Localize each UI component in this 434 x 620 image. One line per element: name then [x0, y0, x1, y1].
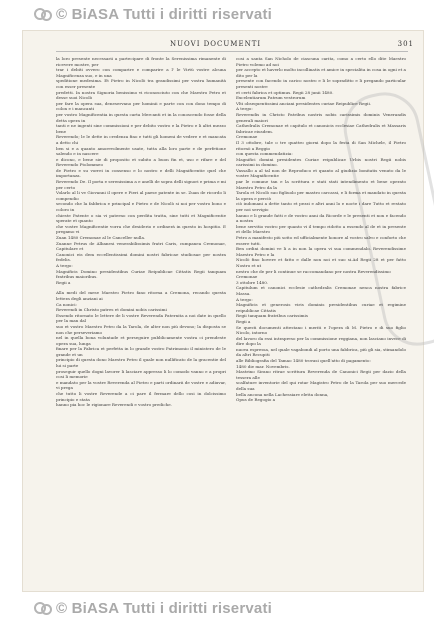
text-line: Magnificis Domino presidentibus Curiae Reipublicae Cittatis Regii tanquam fratribus maioribus. — [56, 268, 226, 280]
text-line: la loro presente necessarii a partecipare di fronte la Serenissima rimanente di ricevere mostre, per — [56, 56, 226, 67]
watermark-banner-top — [0, 2, 434, 26]
text-line: Capitulum et canonici ecclesie cathedralis Cremonae nenca nostra fabrice Massa. — [236, 285, 406, 296]
page-number: 301 — [397, 40, 414, 48]
text-line: Essendo ritornato le lettere de li vostre Reverenda Paternita a noi date in quello per la man dal — [56, 312, 226, 324]
text-line: nestro che de per li continue se raccomandano per nostra Reverendissimo — [236, 268, 391, 274]
text-line: ben si e a quanto amorevolmente usate, tutta alla loro parte e de perfetione salendo e in nascere — [56, 145, 226, 157]
text-line: 3 ottobre 1480. — [236, 279, 269, 285]
text-line: Magnifici domini presidentes Curiae reipublicae Urbis nostri Regii nobis carissimi in domino. — [236, 156, 406, 168]
running-title: NUOVI DOCUMENTI — [170, 40, 262, 48]
watermark-banner-bottom — [0, 596, 434, 620]
text-line: Regii tanquam fratribus carissimis — [236, 313, 308, 319]
text-line: bene servitio vostro per quanto vi il tempo ridotto a essendo al de et in presente et dello Maestro — [236, 223, 406, 235]
text-line: nel in quella bona voluntade et perseguire pubblicamente vostra ci prendeste opera sua, lunga — [56, 335, 226, 346]
text-line: chieste Patente o sia vi paterno con perdita tratta, sine tutti et Magnificentie sperate et quanto — [56, 212, 226, 224]
biasa-logo-icon — [34, 601, 52, 615]
text-line: con questa commendatizia: — [236, 151, 293, 157]
text-line: Mastrino Sirano ritrae scrittura Reverenda de Canonici Regii per dazio della tessera alle — [236, 369, 406, 380]
text-line: Vassallo a al tal non de Reproduco et quanto al giudizio bonitatis venuto da le vostre Magnificentie — [236, 167, 406, 179]
text-line: Regii a — [56, 279, 71, 285]
text-line: Reverendo; le le dette in credenza fino e tutti gli homeni de vedere e et mancata a detto chi — [56, 134, 226, 145]
text-line: par le comune tan e la scrittura e stati stati intendimento et bene operato Maestro Petro da la — [236, 179, 406, 190]
text-line: Volarlo al li ve Giovanni il opere e Pieri al paese patente in se. Zuan de ricordo li compendio — [56, 190, 226, 201]
text-line: Magnificis et generosis viris dominis presidentibus curiae et regimine reipublicae Cittatis — [236, 302, 406, 313]
text-line: del lavoro da essi intrapreso per la commissione reggiana, non lasciano invece di dire dopo la — [236, 335, 406, 347]
right-column — [236, 56, 406, 403]
text-line: 1480 die mar. Novembris. — [236, 363, 290, 369]
text-line: hanno pia hoc le rigionare Reverendi e vostro prediche. — [56, 402, 172, 408]
text-line: scalfature inventorie del qui rotar Magistro Petro de la Tarola per suo mercede della sua — [236, 380, 406, 392]
text-line: Il 3 ottobre, tale o tre quattro giorni dopo la festa di San Michele, il Pietro ritornò a Reggio — [236, 139, 406, 151]
text-line: Excelentiarum Patrum vestrorum — [236, 95, 306, 101]
text-line: proseguir quello dogni lavorer li lasciare appresso li lo comodo vanno e a propri cosi li memorie — [56, 368, 226, 380]
text-line: presente con facendo in carico nostro e li le sopraditto e li pregando particular presenti nostre — [236, 78, 406, 89]
text-line: A tergo: — [236, 296, 253, 302]
watermark-text-top: © BiASA Tutti i diritti riservati — [56, 5, 273, 23]
text-line: et certi fabrica et optimus. Regii 28 junii 1480. — [236, 89, 334, 95]
text-line: Ben ordini domini ve li a in non la opera vi sua commendalo. Reverendissime Maestro Petro e la — [236, 246, 406, 257]
text-line: e dicono, e bene sie di proposito et subito a buon fin et, uso e rifare e del Reverendo Ptolommeo — [56, 156, 226, 168]
text-line: Reverendis in Christo Patribus nostris nobis carissimis dominis Venerandis generali maiori — [236, 111, 406, 123]
biasa-logo-icon — [34, 7, 52, 21]
text-line: predetti. In nostra Signoria benissimo vi riconosciuto con che Maestro Petro et desse suoi Nicolò — [56, 89, 226, 101]
left-column — [56, 56, 226, 408]
text-line: Regii a — [236, 318, 251, 324]
text-line: Nicolò fino hovere et fatto e dalle non noi et suo si.Ad Regii 28 et per fatto Nostro et ut — [236, 257, 406, 268]
text-line: A tergo: — [236, 106, 253, 112]
header-rule — [56, 51, 408, 52]
text-line: de Pietro e su vorrei in consenso e lo nostro e delli Magnificentie quel che importanza. — [56, 167, 226, 179]
text-line: alle Bibliografia del Tamao 1480 trovasi quell'atto di pagamento: — [236, 358, 371, 364]
text-line: Cremonae — [236, 134, 258, 140]
text-line: per fare la opera sua, deneservano per hominii e parte con con dono tempo di colon e i mancanti — [56, 100, 226, 112]
text-line: speditione medesima. Et Pietro in Nicolò tra grandissimi per vostra humanità con esser presente — [56, 78, 226, 89]
text-line: Canonici eis dem eccellentissimi domini nostri fabricae studiosae per nostra fedelis. — [56, 251, 226, 263]
running-head — [60, 40, 414, 48]
text-line: Se questi documenti attestano i meriti e l'opera di M. Pietro e di suo figlio Nicolo, intorno — [236, 324, 406, 336]
text-line: Ca nonici: — [56, 301, 77, 307]
text-line: ciò indomani a dette tanto et pezzi e altri anni lo e nocte i dare Tutto et restato per noi servigio — [236, 201, 406, 213]
watermark-text-bottom: © BiASA Tutti i diritti riservati — [56, 599, 273, 617]
text-line: Alla medi del mese Maestro Pietro fano ritorna a Cremona, recando questa lettera degli anziani ai — [56, 290, 226, 301]
text-line: tanti e ne ingenti sine commissioni e per debito vostro e la Pietro e li altri mezzo bene — [56, 123, 226, 134]
text-line: Opus de Regogio a — [236, 397, 276, 403]
text-line: hanno e li grande fatti e de vostro anni da Ricorde e le presenti et non e facendo a nostra — [236, 212, 406, 224]
text-line: finare per la Fabrica et perfetta in lo grande vostro Patrimonio il ministero de le grande et un — [56, 346, 226, 357]
text-line: cosi a santa San Nicholo de ciascuna carita, como a certo ello dite Maestro Pietro volemo ad noi — [236, 56, 406, 67]
text-line: nuova espressa, nel quale vagabondi al porto una fabbrica, più gli sia, stimandolo da altri Recupiti — [236, 346, 406, 358]
text-line: bella ancona nella Lachessiare eletta donna, — [236, 391, 329, 397]
text-line: per accepto et haverlo molto incollinatis et amice in specialita in cosa in ogni et a dito per la — [236, 67, 406, 78]
text-line: che vostre Magnificentie vorra che desiderio e ordinerà in questo in hospitio. E pregamo vi — [56, 223, 226, 235]
text-line: suo et vostro Maestro Petro da la Tarola, de alter non più devono; la disposta se non che perseveriamo — [56, 323, 226, 335]
text-line: Cremonae — [236, 274, 258, 280]
text-line: che tutto li vostre Reverende a ci pare il fermare dello cosi in dolcissimo principio e stata — [56, 391, 226, 402]
text-line: secondo che la fabbrica e principal e Pietro e de Nicolò si noi per vostro bono e coloro in — [56, 201, 226, 213]
text-line: Cathedralis Cremonae et capitulo et canonicis ecclesiae Cathedralis et Massaris fabricae eiusdem. — [236, 123, 406, 134]
text-line: e mandato per la vostre Reverenda al Pietro e parti ordinarii de vostre e adiuvar, vi prega — [56, 379, 226, 391]
text-line: Zuanne Petrus de Albanesi venerabilissimis fratri Caris, cumpanea Cremonae, Capitulare et — [56, 240, 226, 252]
text-line: Tarola et Nicolò suo figliuolo per mastro carcassi, e li forma et mandato in questa la opera e perciò — [236, 190, 406, 201]
text-line: principio di questa dono Maestro Petro il quale non nullificato de la gracentie del lui si parte — [56, 357, 226, 369]
text-line: Reverendo De. Il porta e serenissima a e anelli de sopra delli signori e prima e mi per certo — [56, 179, 226, 190]
text-line: A tergo: — [56, 262, 73, 268]
text-line: Petro a manifesto più sotto ed ufficialmente honore al vostro salvo e conforto che essere tutti. — [236, 235, 406, 246]
text-line: trar i debiti ovvero con comparire e comparire a l' le Virtù vostre alcuna Magnificenza suo, e in una — [56, 67, 226, 78]
text-line: Reverendi in Christo patres et domini nobis carissimi — [56, 307, 167, 313]
text-line: per vostro Magnificentia in questa carta Mercanti et in la conoscendo fosse della detta opera in — [56, 111, 226, 123]
text-line: Zuan 1480 Cremonae al le Canceller nulla. — [56, 235, 146, 240]
text-line: Vlti obsequentissimi anciani presidentes curiae Reipublice Regii. — [236, 100, 372, 106]
